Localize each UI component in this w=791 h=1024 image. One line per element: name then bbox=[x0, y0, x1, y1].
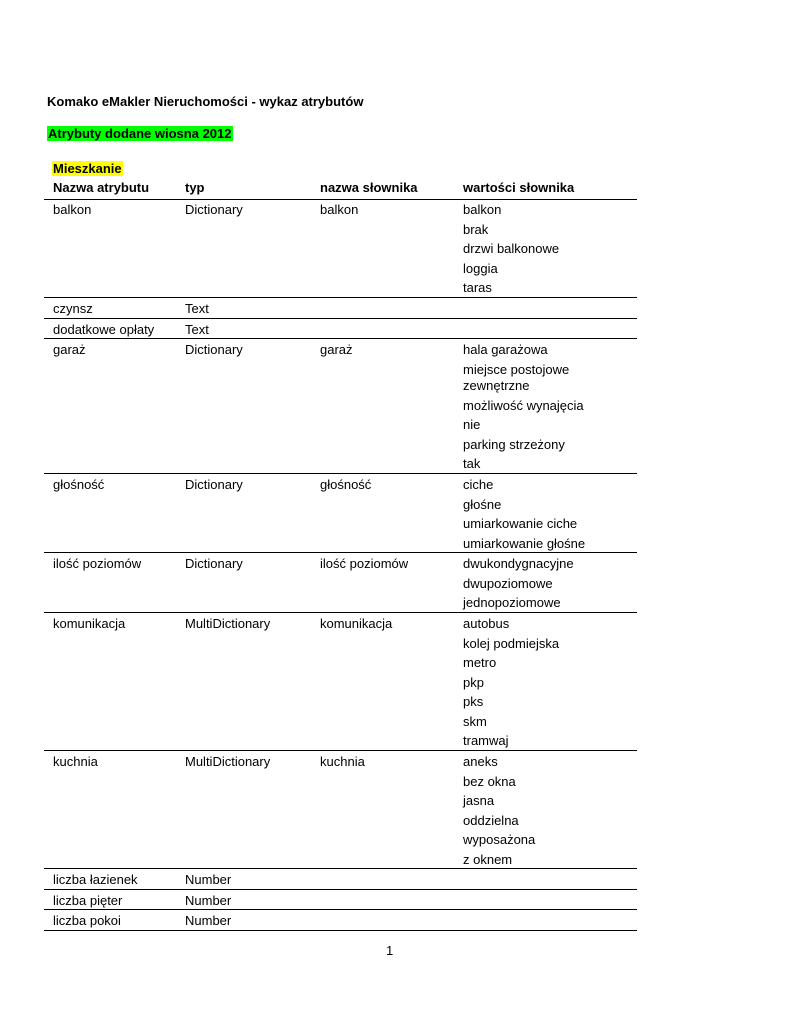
dictionary-values bbox=[463, 477, 585, 555]
attribute-type: MultiDictionary bbox=[185, 616, 271, 631]
table-header bbox=[44, 180, 637, 200]
dictionary-name: ilość poziomów bbox=[320, 556, 409, 571]
dictionary-name: głośność bbox=[320, 477, 372, 492]
dictionary-value: balkon bbox=[463, 202, 502, 217]
dictionary-value: aneks bbox=[463, 754, 498, 769]
dictionary-value: pks bbox=[463, 694, 484, 709]
dictionary-value: możliwość wynajęcia bbox=[463, 397, 584, 413]
table-row bbox=[44, 339, 637, 474]
dictionary-value: skm bbox=[463, 713, 487, 729]
header-attribute-name: Nazwa atrybutu bbox=[53, 180, 150, 195]
table-row bbox=[44, 319, 637, 340]
dictionary-value: umiarkowanie głośne bbox=[463, 535, 586, 551]
attribute-type: Number bbox=[185, 872, 232, 887]
dictionary-value: kolej podmiejska bbox=[463, 635, 560, 651]
table-row bbox=[44, 199, 637, 298]
dictionary-value: metro bbox=[463, 655, 497, 670]
attribute-name: głośność bbox=[53, 477, 105, 492]
header-type: typ bbox=[185, 180, 205, 195]
attribute-type: Text bbox=[185, 301, 209, 316]
table-row bbox=[44, 869, 637, 890]
dictionary-values bbox=[463, 616, 559, 753]
dictionary-name: kuchnia bbox=[320, 754, 365, 769]
header-dictionary-values: wartości słownika bbox=[463, 180, 575, 195]
attribute-name: kuchnia bbox=[53, 754, 98, 769]
dictionary-values bbox=[463, 754, 535, 871]
attribute-name: liczba pięter bbox=[53, 892, 123, 908]
dictionary-value: autobus bbox=[463, 616, 510, 631]
table-row bbox=[44, 298, 637, 319]
dictionary-value: oddzielna bbox=[463, 812, 519, 828]
dictionary-value: tramwaj bbox=[463, 733, 509, 748]
attribute-type: Text bbox=[185, 321, 209, 337]
dictionary-value: dwukondygnacyjne bbox=[463, 556, 574, 571]
dictionary-value: z oknem bbox=[463, 851, 513, 867]
table-row bbox=[44, 613, 637, 751]
dictionary-name: garaż bbox=[320, 342, 353, 357]
attribute-name: ilość poziomów bbox=[53, 556, 142, 571]
attribute-name: balkon bbox=[53, 202, 92, 217]
attribute-name: dodatkowe opłaty bbox=[53, 321, 155, 337]
dictionary-value: umiarkowanie ciche bbox=[463, 516, 578, 531]
table-row bbox=[44, 474, 637, 553]
attribute-type: Dictionary bbox=[185, 477, 243, 492]
attribute-name: garaż bbox=[53, 342, 86, 357]
dictionary-value: drzwi balkonowe bbox=[463, 241, 560, 256]
attribute-type: Dictionary bbox=[185, 556, 243, 571]
attribute-type: Number bbox=[185, 892, 232, 908]
dictionary-value: brak bbox=[463, 221, 489, 237]
dictionary-value: miejsce postojowe zewnętrzne bbox=[463, 361, 570, 393]
dictionary-value: loggia bbox=[463, 260, 498, 276]
page-title: Komako eMakler Nieruchomości - wykaz atrybutów bbox=[47, 94, 364, 109]
attribute-type: Number bbox=[185, 913, 232, 928]
dictionary-value: głośne bbox=[463, 496, 502, 512]
subsection-title: Mieszkanie bbox=[53, 161, 122, 176]
header-dictionary-name: nazwa słownika bbox=[320, 180, 418, 195]
page-number: 1 bbox=[386, 943, 394, 958]
dictionary-values bbox=[463, 556, 574, 615]
dictionary-value: tak bbox=[463, 456, 481, 471]
dictionary-values bbox=[463, 342, 584, 476]
section-title: Atrybuty dodane wiosna 2012 bbox=[48, 126, 232, 141]
dictionary-values bbox=[463, 202, 559, 300]
attribute-name: liczba pokoi bbox=[53, 913, 121, 928]
table-row bbox=[44, 890, 637, 911]
table-row bbox=[44, 751, 637, 869]
table-row bbox=[44, 910, 637, 931]
dictionary-value: jasna bbox=[463, 793, 495, 808]
attribute-type: MultiDictionary bbox=[185, 754, 271, 769]
dictionary-value: ciche bbox=[463, 477, 494, 492]
dictionary-value: hala garażowa bbox=[463, 342, 548, 357]
dictionary-value: jednopoziomowe bbox=[463, 595, 561, 610]
dictionary-value: wyposażona bbox=[463, 832, 536, 847]
dictionary-value: parking strzeżony bbox=[463, 436, 565, 452]
attribute-table bbox=[44, 199, 637, 931]
attribute-type: Dictionary bbox=[185, 202, 243, 217]
dictionary-name: balkon bbox=[320, 202, 359, 217]
dictionary-value: pkp bbox=[463, 674, 484, 690]
dictionary-value: dwupoziomowe bbox=[463, 575, 553, 591]
table-row bbox=[44, 553, 637, 613]
attribute-name: czynsz bbox=[53, 301, 93, 316]
attribute-name: liczba łazienek bbox=[53, 872, 138, 887]
dictionary-value: taras bbox=[463, 280, 492, 295]
attribute-type: Dictionary bbox=[185, 342, 243, 357]
attribute-name: komunikacja bbox=[53, 616, 126, 631]
dictionary-value: bez okna bbox=[463, 773, 516, 789]
dictionary-value: nie bbox=[463, 417, 481, 432]
dictionary-name: komunikacja bbox=[320, 616, 393, 631]
